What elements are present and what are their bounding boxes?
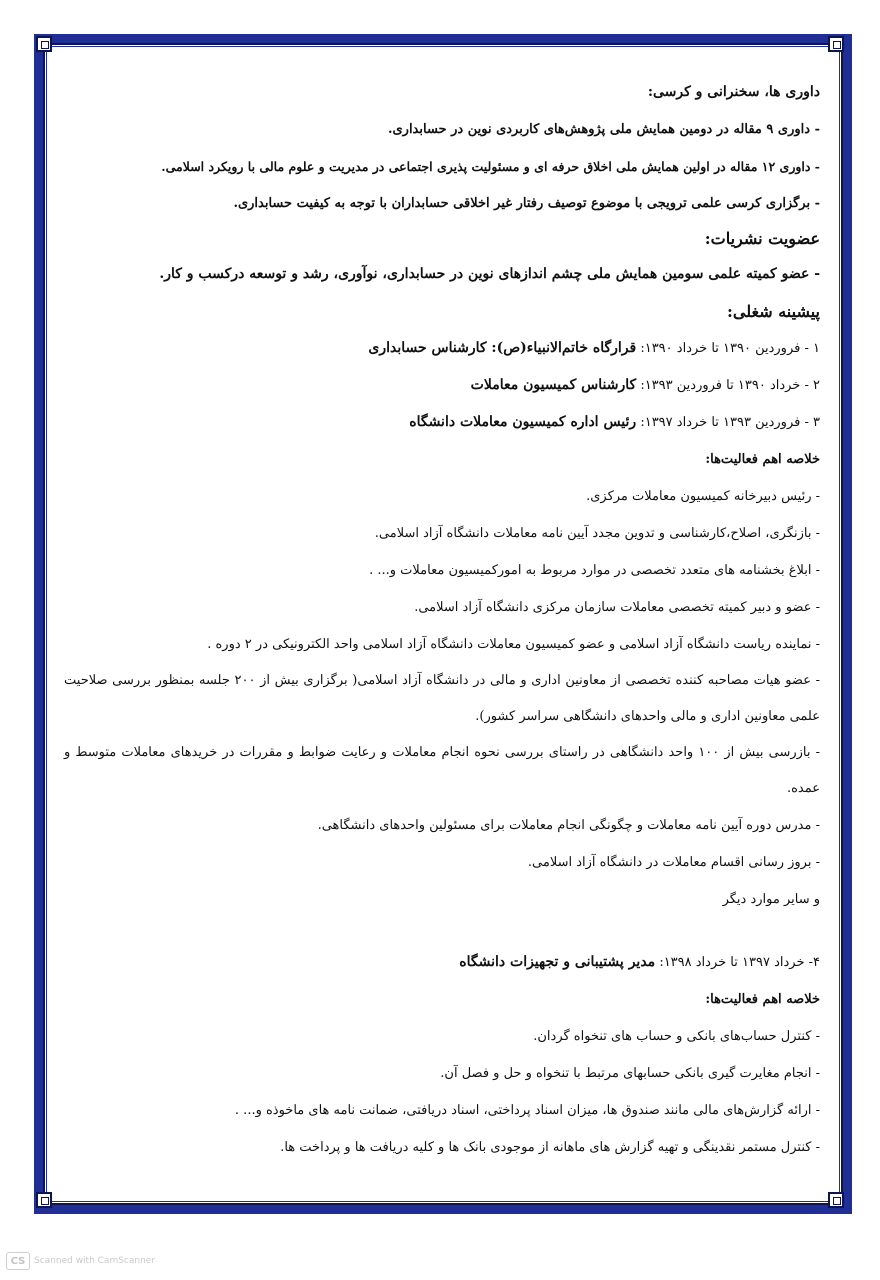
activities-heading: خلاصه اهم فعالیت‌ها: [705, 992, 820, 1007]
document-body [64, 74, 820, 1166]
camscanner-logo-icon: CS [6, 1252, 30, 1270]
career-position-2 [64, 367, 820, 404]
activity-item: و سایر موارد دیگر [722, 892, 820, 907]
judging-item: - برگزاری کرسی علمی ترویجی با موضوع توصیف رفتار غیر اخلاقی حسابداران با توجه به کیفیت حسابداری. [233, 196, 820, 211]
position-dates: ۴- خرداد ۱۳۹۷ تا خرداد ۱۳۹۸: [659, 955, 820, 970]
activity-item: - عضو و دبیر کمیته تخصصی معاملات سازمان مرکزی دانشگاه آزاد اسلامی. [414, 600, 820, 615]
activity-item: - رئیس دبیرخانه کمیسیون معاملات مرکزی. [586, 489, 820, 504]
activity-item: - بروز رسانی اقسام معاملات در دانشگاه آزاد اسلامی. [527, 855, 820, 870]
career-heading: پیشینه شغلی: [726, 302, 820, 321]
activity-item: - عضو هیات مصاحبه کننده تخصصی از معاونین اداری و مالی در دانشگاه آزاد اسلامی( برگزاری بیش از ۲۰۰ جلسه بمنظور بررسی صلاحیت علمی معاونین اداری و مالی واحدهای دانشگاهی سراسر کشور). [64, 673, 820, 724]
position-title: مدیر پشتیبانی و تجهیزات دانشگاه [459, 954, 656, 970]
career-position-3 [64, 404, 820, 441]
activity-item: - نماینده ریاست دانشگاه آزاد اسلامی و عضو کمیسیون معاملات دانشگاه آزاد اسلامی واحد الکترونیکی در ۲ دوره . [207, 637, 820, 652]
activity-item: - انجام مغایرت گیری بانکی حسابهای مرتبط با تنخواه و حل و فصل آن. [440, 1066, 820, 1081]
activities-heading: خلاصه اهم فعالیت‌ها: [705, 452, 820, 467]
section-gap [64, 918, 820, 944]
activity-item: - ابلاغ بخشنامه های متعدد تخصصی در موارد مربوط به امورکمیسیون معاملات و... . [369, 563, 820, 578]
activity-item: - کنترل مستمر نقدینگی و تهیه گزارش های ماهانه از موجودی بانک ها و کلیه دریافت ها و پرداخت ها. [280, 1140, 820, 1155]
border-corner-ornament [828, 1192, 844, 1208]
judging-heading: داوری ها، سخنرانی و کرسی: [647, 84, 820, 100]
activity-item: - ارائه گزارش‌های مالی مانند صندوق ها، میزان اسناد پرداختی، اسناد دریافتی، ضمانت نامه های ماخوذه و... . [234, 1103, 820, 1118]
position-dates: ۱ - فروردین ۱۳۹۰ تا خرداد ۱۳۹۰: [640, 341, 820, 356]
publications-heading: عضویت نشریات: [704, 229, 820, 248]
publications-item: - عضو کمیته علمی سومین همایش ملی چشم اندازهای نوین در حسابداری، نوآوری، رشد و توسعه درکسب و کار. [159, 266, 820, 282]
career-position-1 [64, 330, 820, 367]
judging-item: - داوری ۱۲ مقاله در اولین همایش ملی اخلاق حرفه ای و مسئولیت پذیری اجتماعی در مدیریت و علوم مالی با رویکرد اسلامی. [161, 159, 820, 174]
position-dates: ۳ - فروردین ۱۳۹۳ تا خرداد ۱۳۹۷: [640, 415, 820, 430]
activity-item: - مدرس دوره آیین نامه معاملات و چگونگی انجام معاملات برای مسئولین واحدهای دانشگاهی. [317, 818, 820, 833]
border-corner-ornament [828, 36, 844, 52]
scanner-watermark [6, 1252, 155, 1270]
border-corner-ornament [36, 1192, 52, 1208]
border-corner-ornament [36, 36, 52, 52]
judging-item: - داوری ۹ مقاله در دومین همایش ملی پژوهش‌های کاربردی نوین در حسابداری. [387, 122, 820, 137]
watermark-text: Scanned with CamScanner [34, 1256, 156, 1266]
position-title: قرارگاه خاتم‌الانبیاء(ص): کارشناس حسابداری [368, 340, 637, 356]
activity-item: - بازرسی بیش از ۱۰۰ واحد دانشگاهی در راستای بررسی نحوه انجام معاملات و رعایت ضوابط و مقررات در خریدهای معاملات متوسط و عمده. [64, 745, 820, 796]
career-position-4 [64, 944, 820, 981]
position-title: رئیس اداره کمیسیون معاملات دانشگاه [409, 414, 637, 430]
position-title: کارشناس کمیسیون معاملات [470, 377, 637, 393]
position-dates: ۲ - خرداد ۱۳۹۰ تا فروردین ۱۳۹۳: [640, 378, 820, 393]
activity-item: - کنترل حساب‌های بانکی و حساب های تنخواه گردان. [533, 1029, 820, 1044]
activity-item: - بازنگری، اصلاح،کارشناسی و تدوین مجدد آیین نامه معاملات دانشگاه آزاد اسلامی. [374, 526, 820, 541]
